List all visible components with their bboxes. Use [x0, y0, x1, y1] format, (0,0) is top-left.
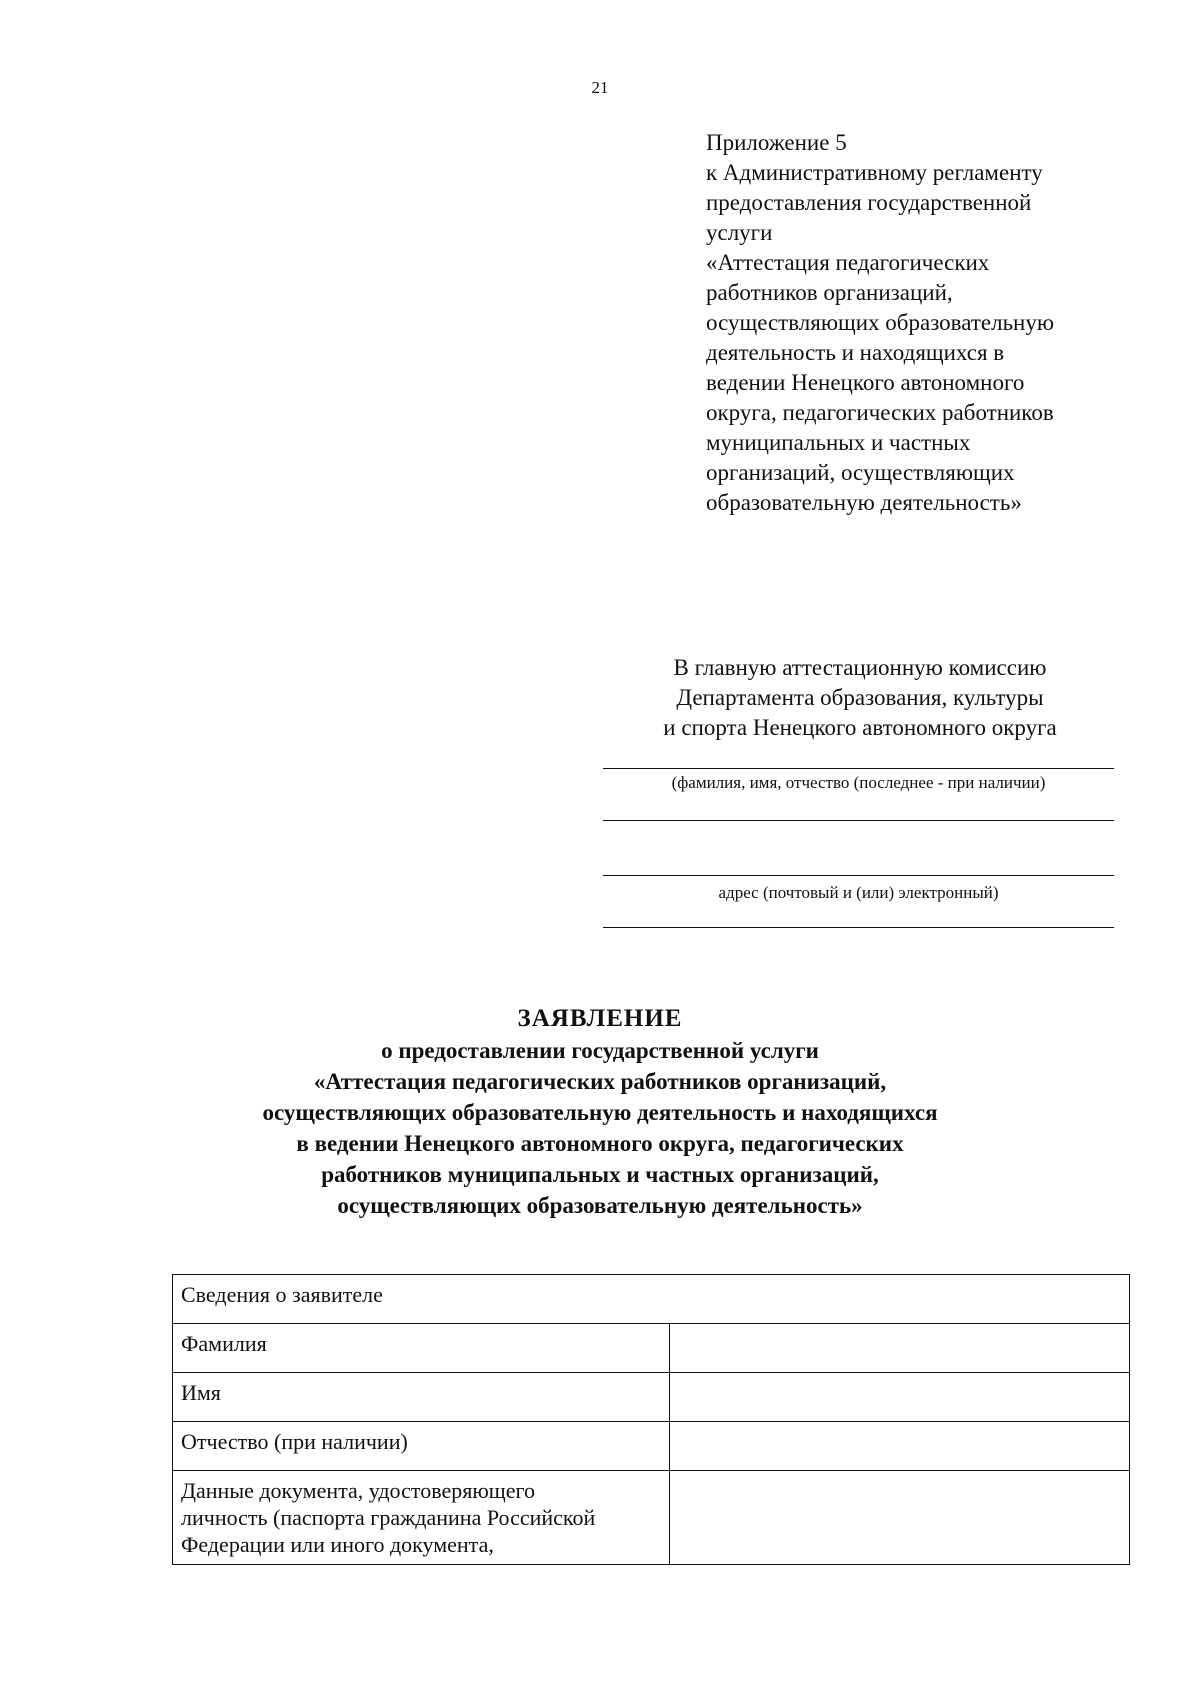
address-caption: адрес (почтовый и (или) электронный): [718, 883, 999, 902]
row-label-line: Федерации или иного документа,: [181, 1532, 494, 1557]
row-label-surname: Фамилия: [173, 1324, 670, 1373]
table-row: [173, 1373, 1130, 1422]
row-value-name[interactable]: [670, 1373, 1130, 1422]
row-value-surname[interactable]: [670, 1324, 1130, 1373]
appendix-line: образовательную деятельность»: [706, 490, 1022, 515]
name-caption: (фамилия, имя, отчество (последнее - при наличии): [671, 773, 1046, 792]
statement-line: работников муниципальных и частных организаций,: [321, 1162, 879, 1187]
row-label-identity-document: [173, 1471, 670, 1565]
table-header: Сведения о заявителе: [173, 1275, 1130, 1324]
row-label-name: Имя: [173, 1373, 670, 1422]
appendix-line: деятельность и находящихся в: [706, 340, 1005, 365]
table-row: [173, 1324, 1130, 1373]
row-label-line: личность (паспорта гражданина Российской: [181, 1505, 596, 1530]
row-value-identity-document[interactable]: [670, 1471, 1130, 1565]
addressee-line: и спорта Ненецкого автономного округа: [663, 715, 1057, 740]
name-fill-line[interactable]: [603, 768, 1114, 769]
statement-line: «Аттестация педагогических работников организаций,: [313, 1069, 887, 1094]
appendix-line: предоставления государственной: [706, 190, 1032, 215]
addressee-line: Департамента образования, культуры: [676, 685, 1044, 710]
appendix-line: ведении Ненецкого автономного: [706, 370, 1025, 395]
name-fill-line-2[interactable]: [603, 820, 1114, 821]
appendix-line: округа, педагогических работников: [706, 400, 1054, 425]
appendix-line: к Административному регламенту: [706, 160, 1043, 185]
appendix-line: услуги: [706, 220, 773, 245]
appendix-block: [706, 128, 1126, 518]
row-label-line: Данные документа, удостоверяющего: [181, 1478, 535, 1503]
appendix-line: осуществляющих образовательную: [706, 310, 1055, 335]
statement-line: о предоставлении государственной услуги: [381, 1038, 819, 1063]
statement-line: осуществляющих образовательную деятельность и находящихся: [262, 1100, 938, 1125]
statement-heading: [0, 1002, 1200, 1221]
address-fill-line[interactable]: [603, 875, 1114, 876]
page-number: 21: [591, 78, 609, 97]
appendix-line: работников организаций,: [706, 280, 953, 305]
statement-line: осуществляющих образовательную деятельность»: [337, 1193, 863, 1218]
appendix-line: Приложение 5: [706, 130, 847, 155]
addressee-block: [600, 653, 1120, 743]
appendix-line: организаций, осуществляющих: [706, 460, 1015, 485]
table-header-row: [173, 1275, 1130, 1324]
row-value-patronymic[interactable]: [670, 1422, 1130, 1471]
applicant-table: [172, 1274, 1130, 1565]
row-label-patronymic: Отчество (при наличии): [173, 1422, 670, 1471]
address-fill-line-2[interactable]: [603, 927, 1114, 928]
statement-title: ЗАЯВЛЕНИЕ: [517, 1005, 683, 1032]
table-row: [173, 1471, 1130, 1565]
appendix-line: муниципальных и частных: [706, 430, 971, 455]
table-row: [173, 1422, 1130, 1471]
statement-line: в ведении Ненецкого автономного округа, педагогических: [296, 1131, 904, 1156]
addressee-line: В главную аттестационную комиссию: [673, 655, 1047, 680]
appendix-line: «Аттестация педагогических: [706, 250, 990, 275]
